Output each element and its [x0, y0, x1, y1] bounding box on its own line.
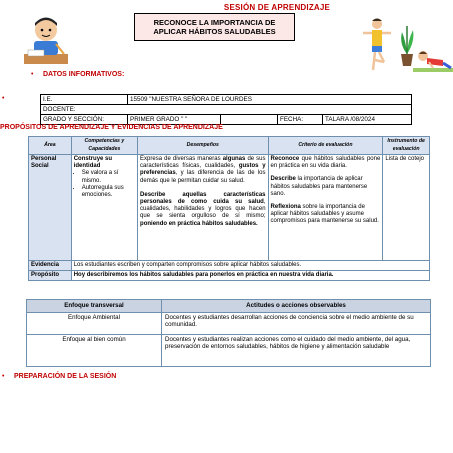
fecha-label: FECHA: [278, 115, 323, 125]
desempeno-text: , y las diferencia de las de los demás que le permitan cuidar su salud. [140, 170, 266, 184]
grado-label: GRADO Y SECCIÓN: [41, 115, 128, 125]
propositos-table [28, 136, 430, 281]
criterio-bold: Reconoce [270, 156, 300, 162]
col-competencias: Competencias y Capacidades [71, 137, 137, 155]
criterio-text: la importancia de aplicar hábitos saludables para mantenerse sano. [270, 176, 368, 197]
proposito-text: Hoy describiremos los hábitos saludables para ponerlos en práctica en nuestra vida diaria. [71, 271, 429, 281]
col-instrumento: Instrumento de evaluación [383, 137, 430, 155]
desempeno-bold: Describe aquellas características personales de como cuida su salud [140, 191, 266, 206]
docente-label: DOCENTE: [41, 105, 412, 115]
datos-heading: DATOS INFORMATIVOS: [43, 71, 125, 78]
col-actitudes: Actitudes o acciones observables [162, 300, 431, 313]
desempeno-text: de sus características físicas, cualidades, [140, 156, 266, 170]
title-line-2: APLICAR HÁBITOS SALUDABLES [153, 27, 276, 36]
enfoque-actitud: Docentes y estudiantes realizan acciones como el cuidado del medio ambiente, del agua, preservación de entornos saludables, hábitos de higiene y alimentación saludable [162, 335, 431, 367]
area-cell: Personal Social [29, 155, 72, 261]
fecha-value: TALARA /08/2024 [323, 115, 412, 125]
section-bullet: • [31, 71, 34, 78]
competencia-title: Construye su identidad [73, 156, 113, 170]
propositos-heading: PROPÓSITOS DE APRENDIZAJE Y EVIDENCIAS DE APRENDIZAJE [0, 124, 223, 131]
enfoques-table [26, 299, 431, 367]
preparacion-heading: PREPARACIÓN DE LA SESIÓN [14, 373, 117, 380]
ie-value: 15509 "NUESTRA SEÑORA DE LOURDES [128, 95, 412, 105]
capacidad-2: • Autorregula sus emociones. [82, 185, 135, 199]
criterio-bold: Describe [270, 176, 296, 183]
evidencia-text: Los estudiantes escriben y comparten compromisos sobre aplicar hábitos saludables. [71, 261, 429, 271]
title-line-1: RECONOCE LA IMPORTANCIA DE [153, 18, 276, 27]
instrumento-cell: Lista de cotejo [383, 155, 430, 261]
boy-writing-icon [22, 14, 70, 68]
grado-value: PRIMER GRADO " " [128, 115, 221, 125]
info-table [40, 94, 412, 125]
desempeno-text: , cualidades, habilidades y logros que hacen que se sienta orgulloso de sí mismo; [140, 199, 266, 220]
enfoque-name: Enfoque al bien común [27, 335, 162, 367]
margin-bullet: • [2, 95, 5, 102]
criterio-text: que hábitos saludables pone en práctica en su vida diaria. [270, 156, 381, 170]
desempeno-bold: poniendo en práctica hábitos saludables. [140, 220, 258, 227]
col-criterio: Criterio de evaluación [268, 137, 383, 155]
col-area: Área [29, 137, 72, 155]
desempeno-text: Expresa de diversas maneras [140, 156, 223, 162]
criterio-cell [268, 155, 383, 261]
session-heading: SESIÓN DE APRENDIZAJE [223, 3, 331, 12]
criterio-bold: Reflexiona [270, 204, 301, 211]
col-desempenos: Desempeños [138, 137, 269, 155]
desempenos-cell [138, 155, 269, 261]
yoga-girl-icon [362, 18, 392, 73]
criterio-text: sobre la importancia de aplicar hábitos saludables y asume compromisos para mantenerse su salud. [270, 204, 379, 225]
ie-label: I.E. [41, 95, 128, 105]
desempeno-bold: algunas [222, 156, 246, 162]
capacidad-1: • Se valora a sí mismo. [82, 170, 135, 184]
enfoque-actitud: Docentes y estudiantes desarrollan acciones de conciencia sobre el medio ambiente de su comunidad. [162, 313, 431, 335]
desempeno-bold: gustos y preferencias [140, 163, 266, 177]
section-bullet: • [2, 373, 5, 380]
evidencia-label: Evidencia [29, 261, 72, 271]
competencias-cell [71, 155, 137, 261]
session-title-box [134, 13, 295, 41]
stretching-kid-icon [413, 46, 453, 72]
enfoque-name: Enfoque Ambiental [27, 313, 162, 335]
proposito-label: Propósito [29, 271, 72, 281]
col-enfoque: Enfoque transversal [27, 300, 162, 313]
